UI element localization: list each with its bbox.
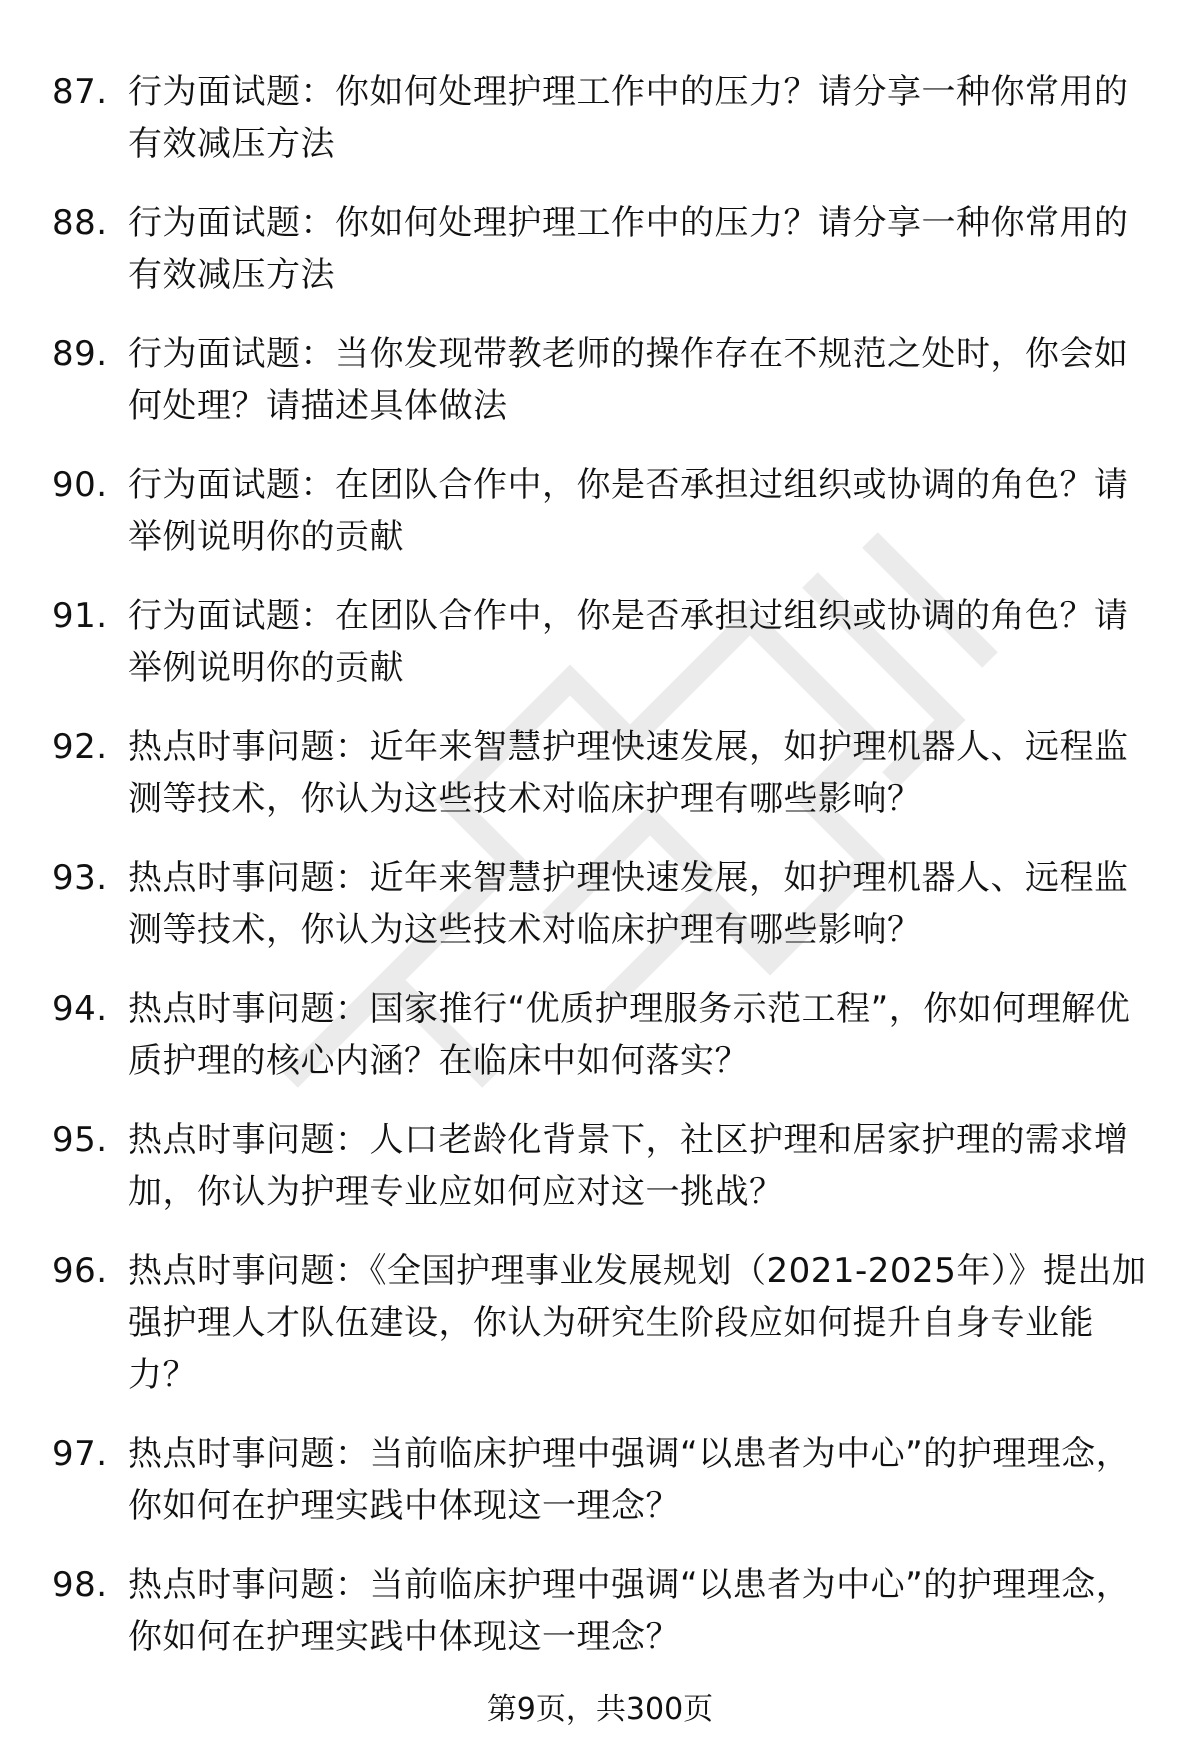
question-text: 行为面试题：你如何处理护理工作中的压力？请分享一种你常用的有效减压方法 (128, 72, 1129, 164)
question-text: 热点时事问题：近年来智慧护理快速发展，如护理机器人、远程监测等技术，你认为这些技术对临床护理有哪些影响？ (128, 727, 1129, 819)
question-item (52, 1559, 1152, 1663)
question-number: 94. (52, 989, 108, 1029)
question-number: 89. (52, 334, 108, 374)
question-number: 88. (52, 203, 108, 243)
question-number: 93. (52, 858, 108, 898)
question-item (52, 1428, 1152, 1532)
question-list (52, 66, 1152, 1690)
question-item (52, 66, 1152, 170)
question-text: 热点时事问题：人口老龄化背景下，社区护理和居家护理的需求增加，你认为护理专业应如何应对这一挑战？ (128, 1120, 1129, 1212)
question-item (52, 459, 1152, 563)
question-item (52, 1245, 1152, 1401)
question-text: 热点时事问题：当前临床护理中强调“以患者为中心”的护理理念，你如何在护理实践中体现这一理念？ (128, 1434, 1131, 1526)
question-text: 热点时事问题：当前临床护理中强调“以患者为中心”的护理理念，你如何在护理实践中体现这一理念？ (128, 1565, 1131, 1657)
question-text: 行为面试题：你如何处理护理工作中的压力？请分享一种你常用的有效减压方法 (128, 203, 1129, 295)
question-number: 92. (52, 727, 108, 767)
question-text: 热点时事问题：《全国护理事业发展规划（2021-2025年）》提出加强护理人才队伍建设，你认为研究生阶段应如何提升自身专业能力？ (128, 1251, 1147, 1395)
question-item (52, 721, 1152, 825)
question-item (52, 590, 1152, 694)
question-number: 95. (52, 1120, 108, 1160)
question-number: 97. (52, 1434, 108, 1474)
question-item (52, 197, 1152, 301)
question-number: 98. (52, 1565, 108, 1605)
question-text: 行为面试题：当你发现带教老师的操作存在不规范之处时，你会如何处理？请描述具体做法 (128, 334, 1129, 426)
question-number: 87. (52, 72, 108, 112)
question-item (52, 328, 1152, 432)
question-item (52, 983, 1152, 1087)
question-text: 热点时事问题：国家推行“优质护理服务示范工程”，你如何理解优质护理的核心内涵？在临床中如何落实？ (128, 989, 1131, 1081)
question-item (52, 1114, 1152, 1218)
question-text: 行为面试题：在团队合作中，你是否承担过组织或协调的角色？请举例说明你的贡献 (128, 465, 1129, 557)
question-number: 91. (52, 596, 108, 636)
page-footer: 第9页，共300页 (486, 1692, 714, 1727)
question-text: 行为面试题：在团队合作中，你是否承担过组织或协调的角色？请举例说明你的贡献 (128, 596, 1129, 688)
question-number: 96. (52, 1251, 108, 1291)
question-item (52, 852, 1152, 956)
question-number: 90. (52, 465, 108, 505)
question-text: 热点时事问题：近年来智慧护理快速发展，如护理机器人、远程监测等技术，你认为这些技术对临床护理有哪些影响？ (128, 858, 1129, 950)
